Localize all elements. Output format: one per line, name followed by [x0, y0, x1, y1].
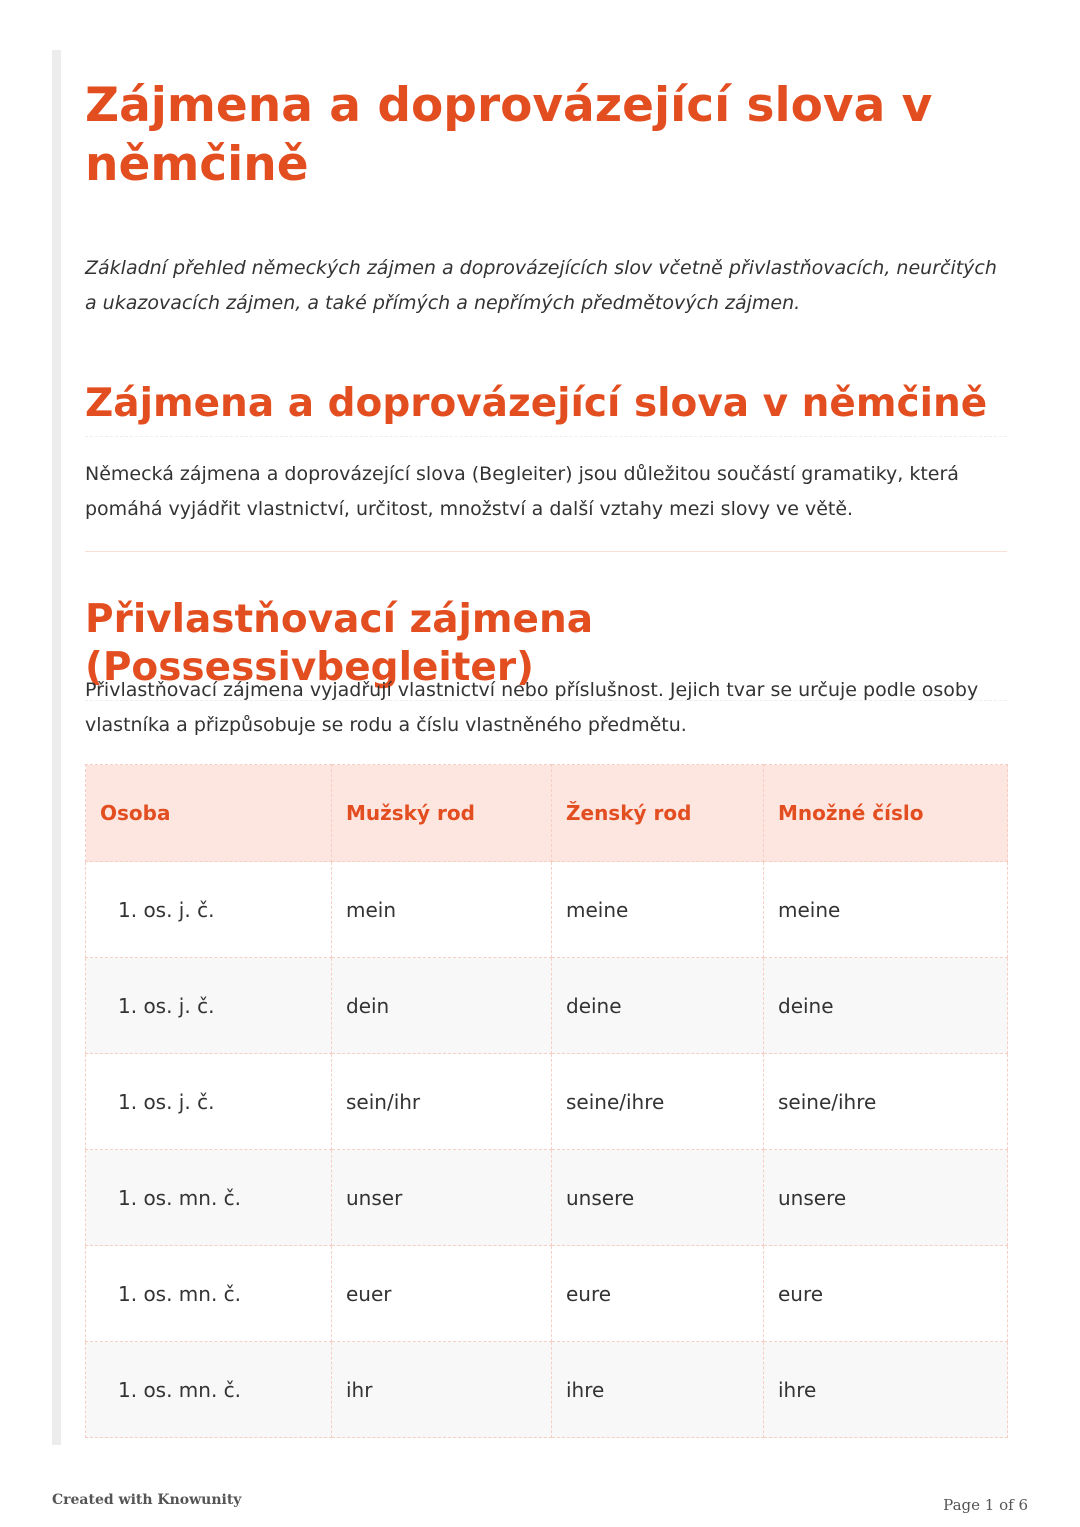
table-cell: deine: [552, 958, 764, 1054]
table-cell: dein: [332, 958, 552, 1054]
table-cell: ihre: [764, 1342, 1008, 1438]
left-accent-bar: [52, 50, 61, 1445]
section-text-possessive: Přivlastňovací zájmena vyjadřují vlastnictví nebo příslušnost. Jejich tvar se určuje podle osoby vlastníka a přizpůsobuje se rodu a číslu vlastněného předmětu.: [85, 679, 979, 736]
table-cell: 1. os. mn. č.: [86, 1342, 332, 1438]
table-row: [86, 958, 1008, 1054]
table-cell: unsere: [764, 1150, 1008, 1246]
footer-created-with: Created with Knowunity: [52, 1492, 242, 1508]
table-cell: mein: [332, 862, 552, 958]
table-cell: unsere: [552, 1150, 764, 1246]
table-cell: 1. os. j. č.: [86, 862, 332, 958]
table-cell: seine/ihre: [764, 1054, 1008, 1150]
header-person: Osoba: [86, 765, 332, 862]
table-cell: seine/ihre: [552, 1054, 764, 1150]
possessive-pronouns-table: [85, 764, 1008, 1438]
table-cell: 1. os. j. č.: [86, 958, 332, 1054]
table-row: [86, 1342, 1008, 1438]
table-row: [86, 1150, 1008, 1246]
header-feminine: Ženský rod: [552, 765, 764, 862]
table-cell: 1. os. j. č.: [86, 1054, 332, 1150]
table-cell: ihr: [332, 1342, 552, 1438]
table-header-row: [86, 765, 1008, 862]
section-heading-overview: Zájmena a doprovázející slova v němčině: [85, 380, 1007, 437]
table-cell: meine: [552, 862, 764, 958]
header-masculine: Mužský rod: [332, 765, 552, 862]
section-divider: [85, 551, 1007, 552]
table-row: [86, 1054, 1008, 1150]
footer-page-number: Page 1 of 6: [943, 1496, 1028, 1514]
intro-paragraph: Základní přehled německých zájmen a doprovázejících slov včetně přivlastňovacích, neurčitých a ukazovacích zájmen, a také přímých a nepřímých předmětových zájmen.: [85, 257, 997, 314]
header-plural: Množné číslo: [764, 765, 1008, 862]
table-cell: ihre: [552, 1342, 764, 1438]
table-row: [86, 1246, 1008, 1342]
table-cell: unser: [332, 1150, 552, 1246]
section-heading-possessive: Přivlastňovací zájmena (Possessivbegleiter): [85, 596, 1007, 701]
page-title: Zájmena a doprovázející slova v němčině: [85, 78, 933, 192]
table-cell: eure: [764, 1246, 1008, 1342]
table-cell: eure: [552, 1246, 764, 1342]
table-cell: euer: [332, 1246, 552, 1342]
table-row: [86, 862, 1008, 958]
section-text-overview: Německá zájmena a doprovázející slova (Begleiter) jsou důležitou součástí gramatiky, která pomáhá vyjádřit vlastnictví, určitost, množství a další vztahy mezi slovy ve větě.: [85, 463, 959, 520]
table-cell: 1. os. mn. č.: [86, 1150, 332, 1246]
table-cell: sein/ihr: [332, 1054, 552, 1150]
table-cell: 1. os. mn. č.: [86, 1246, 332, 1342]
table-cell: meine: [764, 862, 1008, 958]
table-cell: deine: [764, 958, 1008, 1054]
